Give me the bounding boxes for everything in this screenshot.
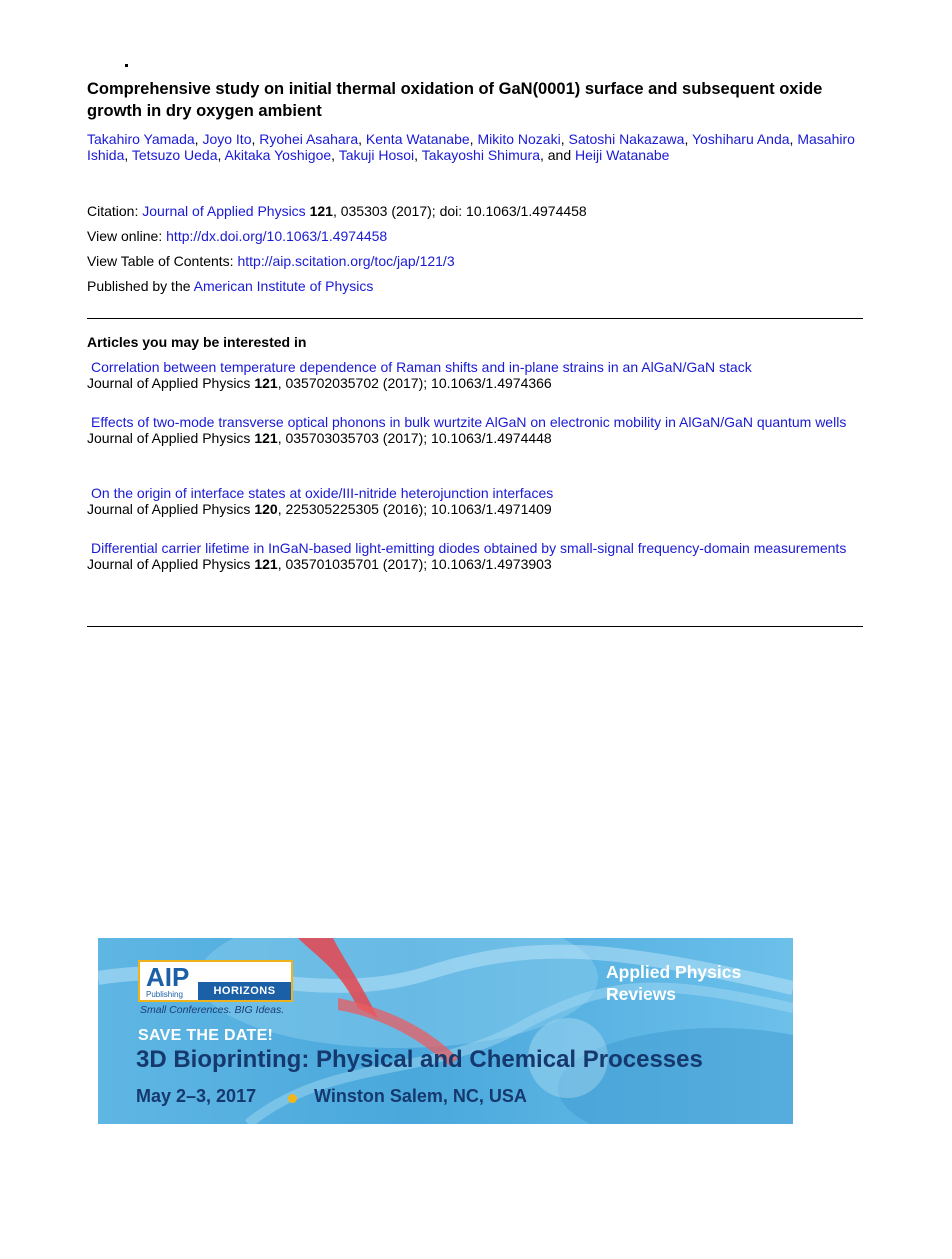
author-link[interactable]: Joyo Ito [202,131,252,147]
author-link[interactable]: Mikito Nozaki [477,131,561,147]
author-link[interactable]: Kenta Watanabe [365,131,470,147]
related-article-link[interactable]: Differential carrier lifetime in InGaN-based light-emitting diodes obtained by small-signal frequency-domain measurements [91,540,847,556]
author-link[interactable]: Satoshi Nakazawa [568,131,685,147]
event-title: 3D Bioprinting: Physical and Chemical Processes [136,1046,703,1073]
publisher-label: Published by the [87,278,194,294]
aip-logo-subtext: Publishing [146,990,183,999]
banner-journal-name: Applied Physics Reviews [606,962,742,1004]
author-link[interactable]: Ryohei Asahara [259,131,359,147]
related-article-link[interactable]: Correlation between temperature dependence of Raman shifts and in-plane strains in an AlGaN/GaN stack [91,359,752,375]
view-online-line [87,228,387,244]
related-article [87,485,847,517]
publisher-line [87,278,373,294]
divider-top [87,318,863,319]
divider-bottom [87,626,863,627]
publisher-link[interactable]: American Institute of Physics [193,278,374,294]
related-article-ref: Journal of Applied Physics 121, 035701035701 (2017); 10.1063/1.4973903 [87,556,552,572]
banner-tagline: Small Conferences. BIG Ideas. [140,1004,285,1016]
related-heading: Articles you may be interested in [87,334,307,350]
event-location: Winston Salem, NC, USA [314,1086,527,1106]
view-online-label: View online: [87,228,167,244]
author-link[interactable]: Yoshiharu Anda [691,131,790,147]
author-link[interactable]: Akitaka Yoshigoe [224,147,332,163]
citation-label: Citation: [87,203,143,219]
citation-line [87,203,587,219]
author-link[interactable]: Takayoshi Shimura [421,147,540,163]
related-article-link[interactable]: On the origin of interface states at oxide/III-nitride heterojunction interfaces [91,485,554,501]
related-article-ref: Journal of Applied Physics 120, 225305225305 (2016); 10.1063/1.4971409 [87,501,552,517]
related-article-ref: Journal of Applied Physics 121, 035702035702 (2017); 10.1063/1.4974366 [87,375,552,391]
toc-label: View Table of Contents: [87,253,238,269]
author-link[interactable]: Heiji Watanabe [575,147,670,163]
toc-line [87,253,455,269]
author-link[interactable]: Masahiro Ishida [87,131,855,163]
toc-link[interactable]: http://aip.scitation.org/toc/jap/121/3 [237,253,455,269]
save-the-date: SAVE THE DATE! [138,1027,274,1044]
conference-ad-banner[interactable] [98,938,793,1124]
paper-title: Comprehensive study on initial thermal oxidation of GaN(0001) surface and subsequent oxide growth in dry oxygen ambient [87,80,823,120]
event-date: May 2–3, 2017 [136,1086,257,1106]
related-article-ref: Journal of Applied Physics 121, 035703035703 (2017); 10.1063/1.4974448 [87,430,552,446]
author-link[interactable]: Takahiro Yamada [87,131,195,147]
related-article [87,414,847,446]
author-link[interactable]: Takuji Hosoi [338,147,415,163]
bullet-dot-icon [288,1094,297,1103]
citation-rest: , 035303 (2017); doi: 10.1063/1.4974458 [332,203,587,219]
author-link[interactable]: Tetsuzo Ueda [131,147,218,163]
citation-volume: 121 [309,203,333,219]
related-article-link[interactable]: Effects of two-mode transverse optical phonons in bulk wurtzite AlGaN on electronic mobility in AlGaN/GaN quantum wells [91,414,847,430]
aip-horizons-label: HORIZONS [198,982,291,1000]
view-online-link[interactable]: http://dx.doi.org/10.1063/1.4974458 [166,228,388,244]
related-article [87,540,847,572]
aip-horizons-logo [138,960,293,1002]
related-article [87,359,847,391]
author-list: Takahiro Yamada, Joyo Ito, Ryohei Asahara, Kenta Watanabe, Mikito Nozaki, Satoshi Nakazawa, Yoshiharu Anda, Masahiro Ishida, Tetsuzo Ueda, Akitaka Yoshigoe, Takuji Hosoi, Takayoshi Shimura, and Heiji Watanabe [87,131,855,163]
aip-logo-text: AIP [146,962,190,992]
stray-mark [125,64,128,67]
citation-journal-link[interactable]: Journal of Applied Physics [142,203,306,219]
